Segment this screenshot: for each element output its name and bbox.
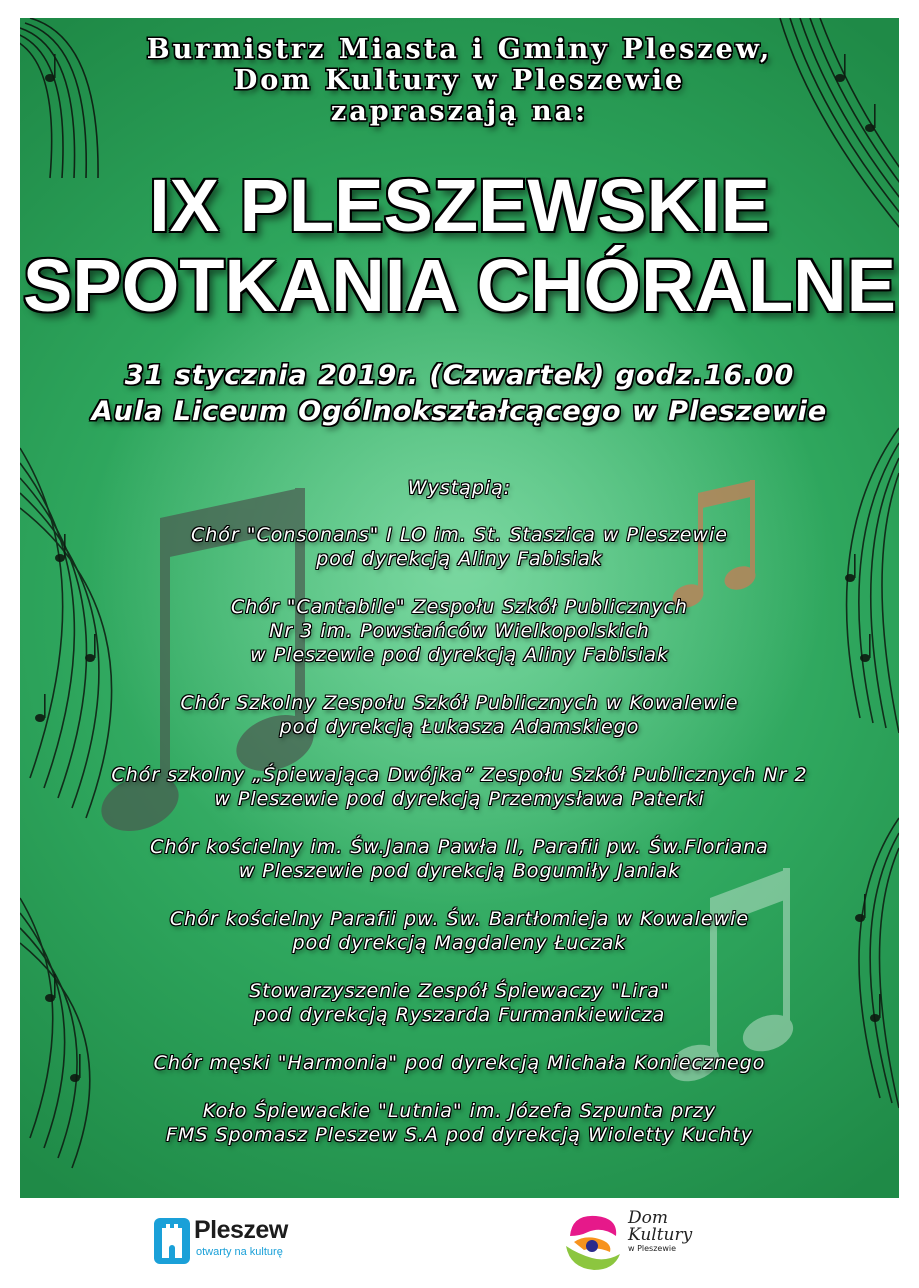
header-line-1: Burmistrz Miasta i Gminy Pleszew, bbox=[146, 34, 773, 65]
performer-line: Nr 3 im. Powstańców Wielkopolskich bbox=[269, 620, 650, 642]
pleszew-logo bbox=[152, 1214, 322, 1270]
event-details bbox=[20, 358, 899, 430]
performer-line: pod dyrekcją Aliny Fabisiak bbox=[316, 548, 603, 570]
performers-heading: Wystąpią: bbox=[407, 477, 512, 499]
header-line-3: zapraszają na: bbox=[330, 96, 589, 127]
performer-line: Chór "Consonans" I LO im. St. Staszica w Pleszewie bbox=[191, 524, 728, 546]
title-line-1: IX PLESZEWSKIE bbox=[149, 164, 770, 247]
performer-entry bbox=[20, 595, 899, 667]
dk-line-2: Kultury bbox=[628, 1225, 693, 1245]
performer-line: w Pleszewie pod dyrekcją Bogumiły Janiak bbox=[238, 860, 681, 882]
dom-kultury-logo bbox=[562, 1206, 712, 1280]
performer-entry bbox=[20, 523, 899, 571]
performer-line: Chór szkolny „Śpiewająca Dwójka” Zespołu Szkół Publicznych Nr 2 bbox=[111, 764, 808, 786]
performer-line: pod dyrekcją Łukasza Adamskiego bbox=[279, 716, 640, 738]
event-title bbox=[20, 166, 899, 326]
performer-entry bbox=[20, 979, 899, 1027]
header-line-2: Dom Kultury w Pleszewie bbox=[233, 65, 686, 96]
performer-line: Koło Śpiewackie "Lutnia" im. Józefa Szpunta przy bbox=[202, 1100, 717, 1122]
performer-entry bbox=[20, 907, 899, 955]
performer-line: Chór męski "Harmonia" pod dyrekcją Michała Koniecznego bbox=[153, 1052, 766, 1074]
performer-line: Chór kościelny im. Św.Jana Pawła II, Parafii pw. Św.Floriana bbox=[150, 836, 769, 858]
performer-line: w Pleszewie pod dyrekcją Aliny Fabisiak bbox=[250, 644, 669, 666]
pleszew-tagline: otwarty na kulturę bbox=[196, 1246, 283, 1258]
performer-entry bbox=[20, 691, 899, 739]
performers-list bbox=[20, 523, 899, 1147]
performer-line: Chór kościelny Parafii pw. Św. Bartłomieja w Kowalewie bbox=[169, 908, 750, 930]
castle-tower-icon bbox=[152, 1214, 192, 1266]
performer-line: Chór Szkolny Zespołu Szkół Publicznych w Kowalewie bbox=[180, 692, 739, 714]
performer-line: Chór "Cantabile" Zespołu Szkół Publicznych bbox=[231, 596, 688, 618]
dk-line-3: w Pleszewie bbox=[628, 1244, 677, 1253]
performers-section bbox=[20, 476, 899, 1171]
organizer-header bbox=[20, 34, 899, 127]
performer-line: pod dyrekcją Magdaleny Łuczak bbox=[292, 932, 627, 954]
performer-line: Stowarzyszenie Zespół Śpiewaczy "Lira" bbox=[249, 980, 670, 1002]
dk-line-1: Dom bbox=[628, 1208, 668, 1228]
title-line-2: SPOTKANIA CHÓRALNE bbox=[23, 244, 896, 327]
performer-entry bbox=[20, 1051, 899, 1075]
performer-line: w Pleszewie pod dyrekcją Przemysława Paterki bbox=[214, 788, 705, 810]
colorful-swirl-icon bbox=[562, 1206, 626, 1276]
performer-line: FMS Spomasz Pleszew S.A pod dyrekcją Wioletty Kuchty bbox=[166, 1124, 753, 1146]
performer-entry bbox=[20, 763, 899, 811]
event-date: 31 stycznia 2019r. (Czwartek) godz.16.00 bbox=[124, 360, 795, 391]
event-venue: Aula Liceum Ogólnokształcącego w Pleszewie bbox=[91, 396, 828, 427]
performer-line: pod dyrekcją Ryszarda Furmankiewicza bbox=[253, 1004, 666, 1026]
performer-entry bbox=[20, 835, 899, 883]
footer bbox=[0, 1198, 919, 1288]
performer-entry bbox=[20, 1099, 899, 1147]
pleszew-name: Pleszew bbox=[194, 1216, 288, 1244]
dom-kultury-wordmark bbox=[628, 1210, 692, 1254]
poster-background bbox=[20, 18, 899, 1198]
